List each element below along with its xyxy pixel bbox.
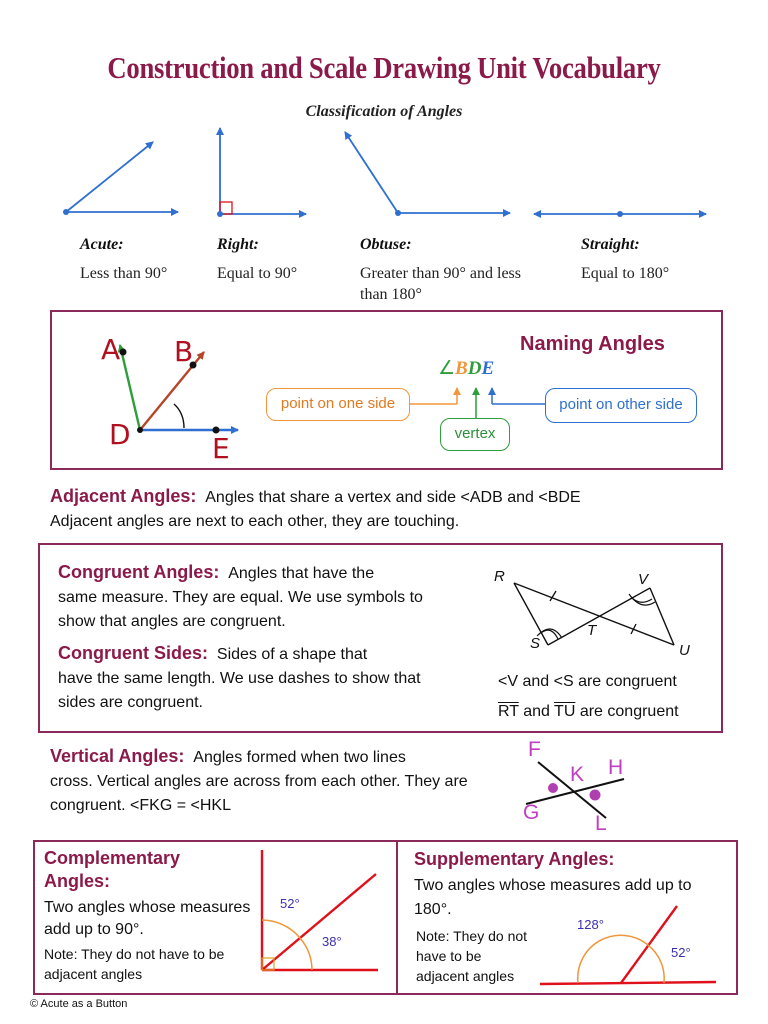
complementary-heading: Complementary Angles: xyxy=(44,848,181,891)
point-u-label: U xyxy=(679,642,690,659)
right-desc: Equal to 90° xyxy=(217,265,298,282)
vertical-angles-heading: Vertical Angles: xyxy=(50,746,185,766)
congruent-sides-heading: Congruent Sides: xyxy=(58,643,209,663)
congruent-caption-angles: <V and <S are congruent xyxy=(498,673,677,690)
point-on-one-side-callout: point on one side xyxy=(266,388,410,421)
point-v-label: V xyxy=(638,571,649,588)
acute-label: Acute: xyxy=(80,236,124,253)
complementary-note: Note: They do not have to be adjacent angles xyxy=(44,946,225,982)
point-a-label: A xyxy=(101,333,121,366)
point-b-label: B xyxy=(174,335,194,368)
complementary-angle2: 38° xyxy=(322,934,342,949)
point-t-label: T xyxy=(587,622,597,639)
supplementary-note: Note: They do not have to be adjacent angles xyxy=(416,928,528,984)
congruent-angles-heading: Congruent Angles: xyxy=(58,562,220,582)
complementary-angle1: 52° xyxy=(280,896,300,911)
right-label: Right: xyxy=(217,236,259,253)
angle-bde-symbol: ∠BDE xyxy=(438,358,495,379)
point-e-label: E xyxy=(212,432,230,465)
point-k-label: K xyxy=(570,763,585,786)
vertical-angles-text: cross. Vertical angles are across from each other. They are congruent. <FKG = <HKL xyxy=(50,773,468,814)
supplementary-angle1: 128° xyxy=(577,917,604,932)
congruent-angles-text: same measure. They are equal. We use symbols to show that angles are congruent. xyxy=(58,589,423,630)
complementary-text: Two angles whose measures add up to 90°. xyxy=(44,899,251,938)
supplementary-angle2: 52° xyxy=(671,945,691,960)
obtuse-label: Obtuse: xyxy=(360,236,412,253)
naming-angles-heading: Naming Angles xyxy=(520,333,665,355)
supplementary-text: Two angles whose measures add up to 180°. xyxy=(414,877,692,918)
adjacent-angles-text2: Adjacent angles are next to each other, they are touching. xyxy=(50,513,460,530)
vertical-angles-first: Angles formed when two lines xyxy=(193,749,406,766)
copyright-notice: © Acute as a Button xyxy=(30,998,128,1010)
point-g-label: G xyxy=(523,801,540,824)
point-s-label: S xyxy=(530,635,541,652)
point-d-label: D xyxy=(109,418,131,451)
straight-desc: Equal to 180° xyxy=(581,265,670,282)
obtuse-desc: Greater than 90° and less than 180° xyxy=(360,265,522,303)
vertex-callout: vertex xyxy=(440,418,510,451)
supplementary-heading: Supplementary Angles: xyxy=(414,849,615,869)
point-h-label: H xyxy=(608,756,624,779)
point-on-other-side-callout: point on other side xyxy=(545,388,697,423)
straight-label: Straight: xyxy=(581,236,640,253)
congruent-sides-first: Sides of a shape that xyxy=(216,646,368,663)
congruent-caption-sides: $\overline{RT}$ and $\overline{TU}$ are congruent xyxy=(498,703,679,720)
classification-subtitle: Classification of Angles xyxy=(305,103,463,120)
congruent-angles-first: Angles that have the xyxy=(228,565,375,582)
adjacent-angles-text1: Angles that share a vertex and side <ADB and <BDE xyxy=(205,489,581,506)
point-r-label: R xyxy=(494,568,505,585)
adjacent-angles-heading: Adjacent Angles: xyxy=(50,486,197,506)
point-l-label: L xyxy=(595,812,607,835)
page-title: Construction and Scale Drawing Unit Vocabulary xyxy=(107,50,661,85)
point-f-label: F xyxy=(528,738,541,761)
congruent-sides-text: have the same length. We use dashes to show that sides are congruent. xyxy=(58,670,421,711)
acute-desc: Less than 90° xyxy=(80,265,168,282)
